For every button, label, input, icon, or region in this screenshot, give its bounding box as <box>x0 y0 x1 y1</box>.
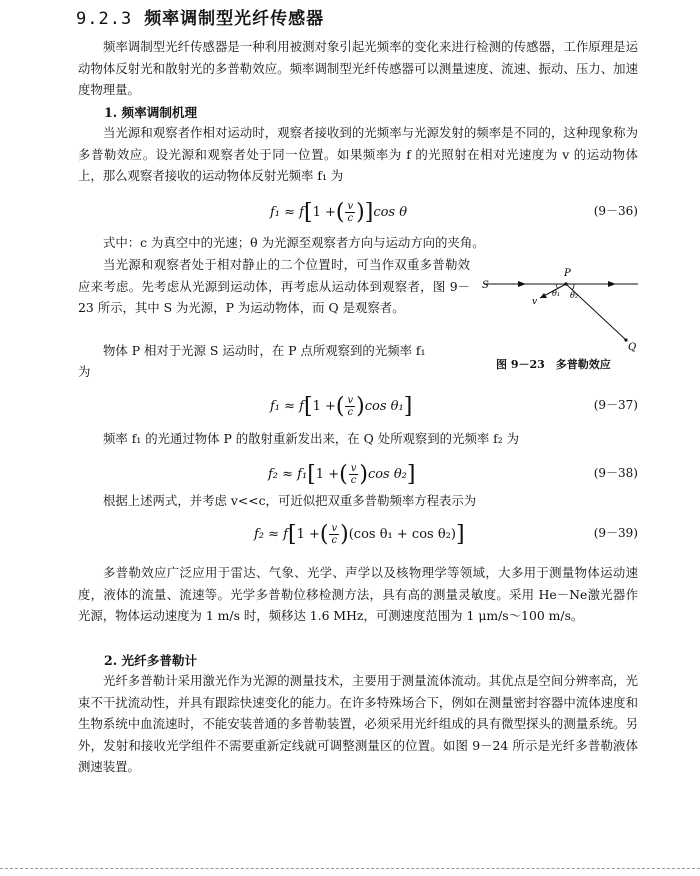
fiber-doppler-paragraph: 光纤多普勒计采用激光作为光源的测量技术，主要用于测量流体流动。其优点是空间分辨率高，光束不干扰流动性，并具有跟踪快速变化的能力。在许多特殊场合下，例如在测量密封容器中流体速度和生物系统中血流速时，不能安装普通的多普勒装置，必须采用光纤组成的具有微型探头的测量系统。另外，发射和接收光学组件不需要重新定线就可调整测量区的位置。如图 9－24 所示是光纤多普勒液体测速装置。 <box>78 673 638 774</box>
double-doppler-paragraph: 当光源和观察者处于相对静止的二个位置时，可当作双重多普勒效应来考虑。先考虑从光源到运动体，再考虑从运动体到观察者，图 9－23 所示，其中 S 为光源，P 为运动物体，而 Q 是观察者。 <box>78 257 470 315</box>
beam-arrow-1 <box>518 281 526 287</box>
label-s: S <box>482 280 489 291</box>
page-bottom-rule <box>0 868 700 869</box>
doppler-paragraph: 当光源和观察者作相对运动时，观察者接收到的光频率与光源发射的频率是不同的，这种现象称为多普勒效应。设光源和观察者处于同一位置。如果频率为 f 的光照射在相对光速度为 v 的运动物体上，那么观察者接收的运动物体反射光频率 f₁ 为 <box>78 125 638 183</box>
section-heading <box>76 4 324 29</box>
intro-paragraph: 频率调制型光纤传感器是一种利用被测对象引起光频率的变化来进行检测的传感器，工作原理是运动物体反射光和散射光的多普勒效应。频率调制型光纤传感器可以测量速度、流速、振动、压力、加速度物理量。 <box>78 39 638 97</box>
eq-one: 1 + <box>312 205 336 220</box>
observation-paragraph-tail: 为 <box>78 364 91 379</box>
where-paragraph: 式中：c 为真空中的光速；θ 为光源至观察者方向与运动方向的夹角。 <box>103 235 485 250</box>
equation-number: (9－37) <box>593 398 638 412</box>
eq-tail: (cos θ₁ + cos θ₂) <box>348 527 456 542</box>
subsection-heading-2: 2. 光纤多普勒计 <box>104 653 198 668</box>
figure-caption: 图 9－23 多普勒效应 <box>496 358 611 371</box>
eq-fraction: $\frac{v}{c}$ <box>350 463 357 486</box>
equation-9-36: f₁ ≈ f[1 +( $\frac{v}{c}$ )]cos θ (9－36) <box>270 200 638 225</box>
eq-one: 1 + <box>296 527 320 542</box>
eq-lhs: f₁ ≈ f <box>270 399 304 414</box>
equation-number: (9－36) <box>593 204 638 218</box>
beam-arrow-2 <box>608 281 616 287</box>
equation-9-39: f₂ ≈ f[1 +( $\frac{v}{c}$ )(cos θ₁ + cos θ₂)] (9－39) <box>254 522 638 547</box>
eq-fraction: $\frac{v}{c}$ <box>331 523 338 546</box>
eq-lhs: f₂ ≈ f <box>254 527 288 542</box>
approx-paragraph: 根据上述两式，并考虑 v<<c，可近似把双重多普勒频率方程表示为 <box>103 493 477 508</box>
scatter-paragraph: 频率 f₁ 的光通过物体 P 的散射重新发出来，在 Q 处所观察到的光频率 f₂ 为 <box>103 431 520 446</box>
equation-number: (9－39) <box>593 526 638 540</box>
label-p: P <box>564 268 571 279</box>
applications-paragraph: 多普勒效应广泛应用于雷达、气象、光学、声学以及核物理学等领域，大多用于测量物体运动速度，液体的流量、流速等。光学多普勒位移检测方法，具有高的测量灵敏度。采用 He－Ne激光器作光源，物体运动速度为 1 m/s 时，频移达 1.6 MHz，可测速度范围为 1 μm/s～100 m/s。 <box>78 565 638 623</box>
observation-paragraph: 物体 P 相对于光源 S 运动时，在 P 点所观察到的光频率 f₁ <box>103 343 426 358</box>
eq-one: 1 + <box>312 399 336 414</box>
eq-fraction: $\frac{v}{c}$ <box>347 201 354 224</box>
eq-lhs: f₂ ≈ f₁ <box>268 467 308 482</box>
equation-9-37: f₁ ≈ f[1 +( $\frac{v}{c}$ )cos θ₁] (9－37) <box>270 394 638 419</box>
equation-number: (9－38) <box>593 466 638 480</box>
label-q: Q <box>628 342 637 353</box>
eq-tail: cos θ₁ <box>364 399 404 414</box>
eq-one: 1 + <box>315 467 340 482</box>
section-number: 9.2.3 <box>76 9 133 29</box>
velocity-arrow <box>540 293 547 298</box>
equation-9-38: f₂ ≈ f₁[1 +( $\frac{v}{c}$ )cos θ₂] (9－38) <box>268 462 638 487</box>
label-theta2: θ₂ <box>570 291 579 300</box>
eq-fraction: $\frac{v}{c}$ <box>347 395 354 418</box>
theta2-arc <box>572 284 574 290</box>
label-theta1: θ₁ <box>552 289 561 298</box>
point-p <box>564 282 567 285</box>
eq-tail: cos θ <box>373 205 408 220</box>
eq-lhs: f₁ ≈ f <box>270 205 304 220</box>
subsection-heading-1: 1. 频率调制机理 <box>104 105 198 120</box>
section-title: 频率调制型光纤传感器 <box>144 9 325 29</box>
label-v: v <box>532 297 538 307</box>
eq-tail: cos θ₂ <box>367 467 407 482</box>
